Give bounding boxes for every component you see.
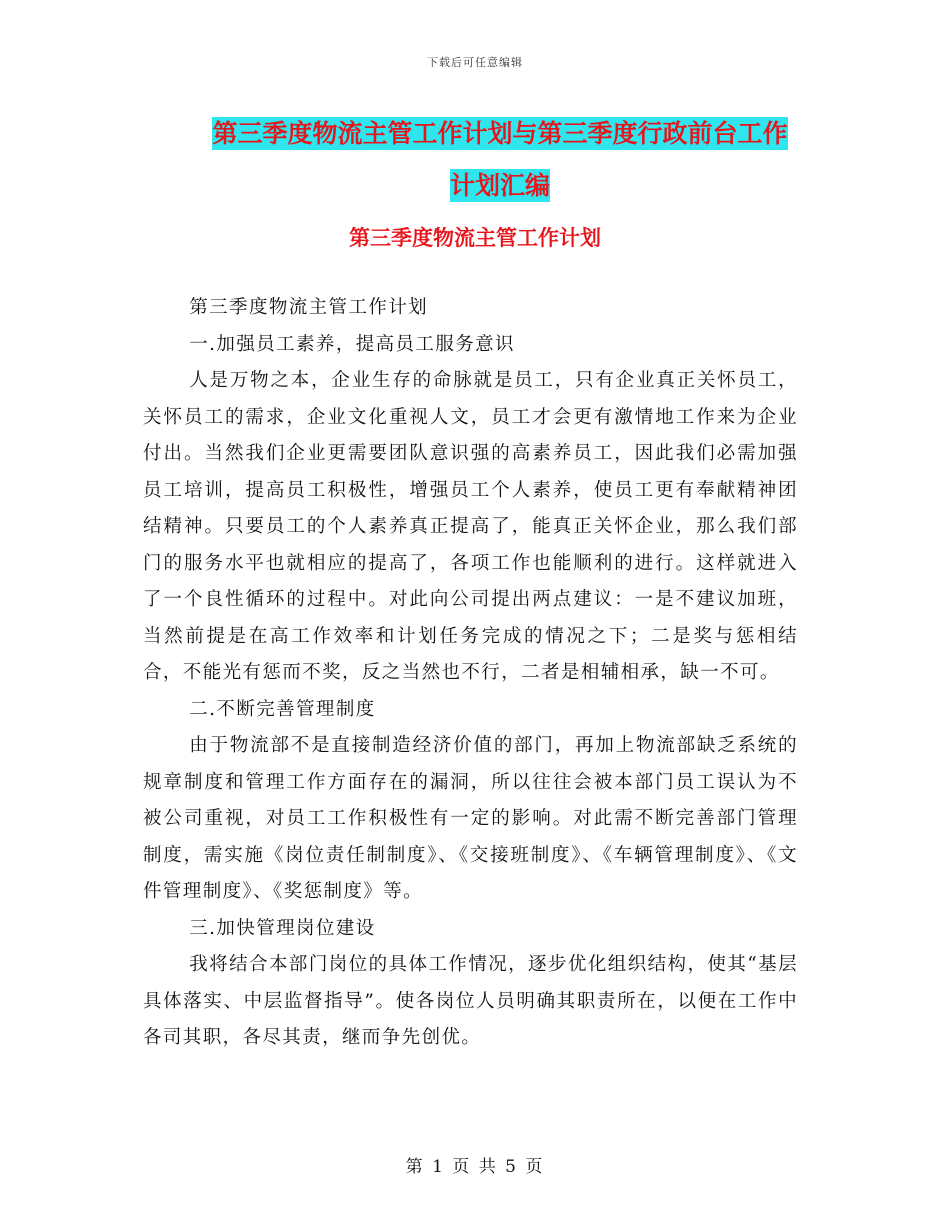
subheading-3: 三.加快管理岗位建设 <box>189 917 376 939</box>
main-title-line2: 计划汇编 <box>449 171 550 200</box>
body-heading: 第三季度物流主管工作计划 <box>189 297 429 318</box>
paragraph-1: 人是万物之本，企业生存的命脉就是员工，只有企业真正关怀员工，关怀员工的需求，企业文化重视人文，员工才会更有激情地工作来为企业付出。当然我们企业更需要团队意识强的高素养员工，因此我们必需加强员工培训，提高员工积极性，增强员工个人素养，使员工更有奉献精神团结精神。只要员工的个人素养真正提高了，能真正关怀企业，那么我们部门的服务水平也就相应的提高了，各项工作也能顺利的进行。这样就进入了一个良性循环的过程中。对此向公司提出两点建议：一是不建议加班，当然前提是在高工作效率和计划任务完成的情况之下；二是奖与惩相结合，不能光有惩而不奖，反之当然也不行，二者是相辅相承，缺一不可。 <box>143 370 798 683</box>
subheading-2: 二.不断完善管理制度 <box>189 698 376 720</box>
main-title-line1: 第三季度物流主管工作计划与第三季度行政前台工作 <box>212 119 788 148</box>
subheading-1: 一.加强员工素养，提高员工服务意识 <box>189 333 515 355</box>
paragraph-3: 我将结合本部门岗位的具体工作情况，逐步优化组织结构，使其“基层具体落实、中层监督指导”。使各岗位人员明确其职责所在，以便在工作中各司其职，各尽其责，继而争先创优。 <box>143 954 798 1048</box>
document-main-title <box>180 108 820 212</box>
page-number-footer: 第 1 页 共 5 页 <box>405 1157 545 1177</box>
paragraph-2: 由于物流部不是直接制造经济价值的部门，再加上物流部缺乏系统的规章制度和管理工作方面存在的漏洞，所以往往会被本部门员工误认为不被公司重视，对员工工作积极性有一定的影响。对此需不断完善部门管理制度，需实施《岗位责任制制度》、《交接班制度》、《车辆管理制度》、《文件管理制度》、《奖惩制度》等。 <box>143 735 798 902</box>
document-body <box>143 290 798 1057</box>
section-title: 第三季度物流主管工作计划 <box>349 226 601 250</box>
header-note: 下载后可任意编辑 <box>427 56 523 69</box>
